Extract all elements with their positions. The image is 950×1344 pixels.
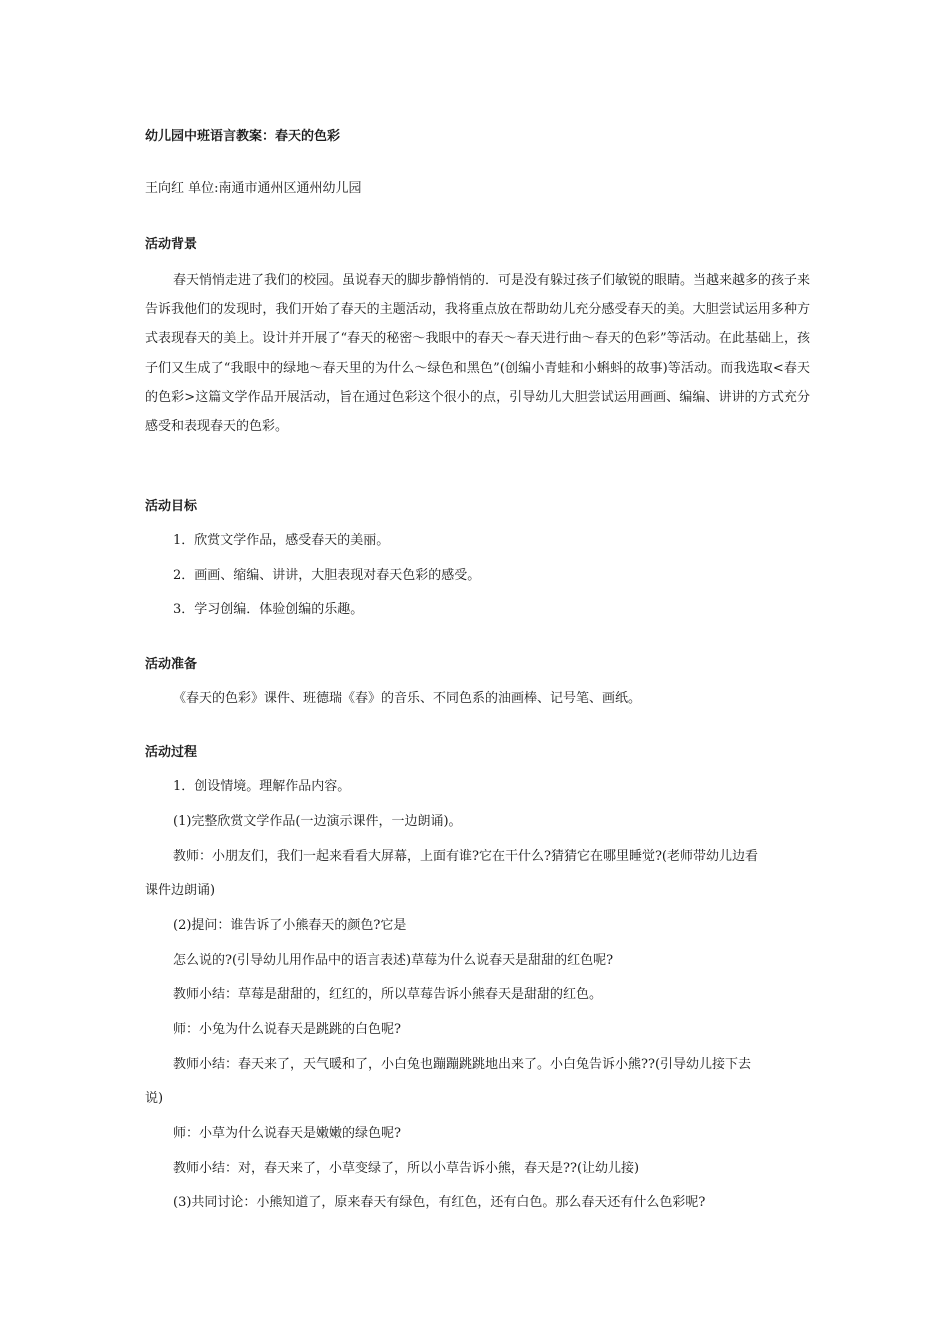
goal-item: 3．学习创编．体验创编的乐趣。 <box>173 602 364 617</box>
process-line: 说) <box>145 1091 164 1106</box>
process-line: 教师：小朋友们，我们一起来看看大屏幕，上面有谁?它在干什么?猜猜它在哪里睡觉?(老师带幼儿边看 <box>173 849 758 864</box>
process-line: 教师小结：春天来了，天气暖和了，小白兔也蹦蹦跳跳地出来了。小白兔告诉小熊??(引导幼儿接下去 <box>173 1057 752 1072</box>
background-heading: 活动背景 <box>145 237 198 252</box>
process-line: 课件边朗诵) <box>145 883 216 898</box>
author-line: 王向红 单位:南通市通州区通州幼儿园 <box>145 181 362 196</box>
background-paragraph: 春天悄悄走进了我们的校园。虽说春天的脚步静悄悄的．可是没有躲过孩子们敏锐的眼睛。当越来越多的孩子来告诉我他们的发现时，我们开始了春天的主题活动，我将重点放在帮助幼儿充分感受春天的美。大胆尝试运用多种方式表现春天的美上。设计并开展了“春天的秘密～我眼中的春天～春天进行曲～春天的色彩”等活动。在此基础上，孩子们又生成了“我眼中的绿地～春天里的为什么～绿色和黑色”(创编小青蛙和小蝌蚪的故事)等活动。而我选取<春天的色彩>这篇文学作品开展活动，旨在通过色彩这个很小的点，引导幼儿大胆尝试运用画画、编编、讲讲的方式充分感受和表现春天的色彩。 <box>145 273 811 435</box>
process-line: (1)完整欣赏文学作品(一边演示课件，一边朗诵)。 <box>173 814 462 829</box>
process-line: 1．创设情境。理解作品内容。 <box>173 779 351 794</box>
goals-heading: 活动目标 <box>145 499 198 514</box>
process-heading: 活动过程 <box>145 745 198 760</box>
process-line: 教师小结：对，春天来了，小草变绿了，所以小草告诉小熊，春天是??(让幼儿接) <box>173 1161 640 1176</box>
process-line: 师：小兔为什么说春天是跳跳的白色呢? <box>173 1022 401 1037</box>
goal-item: 2．画画、缩编、讲讲，大胆表现对春天色彩的感受。 <box>173 568 481 583</box>
process-line: 怎么说的?(引导幼儿用作品中的语言表述)草莓为什么说春天是甜甜的红色呢? <box>173 953 614 968</box>
preparation-text: 《春天的色彩》课件、班德瑞《春》的音乐、不同色系的油画棒、记号笔、画纸。 <box>173 691 642 706</box>
document-title: 幼儿园中班语言教案：春天的色彩 <box>145 129 341 144</box>
process-line: 师：小草为什么说春天是嫩嫩的绿色呢? <box>173 1126 401 1141</box>
process-line: (2)提问：谁告诉了小熊春天的颜色?它是 <box>173 918 407 933</box>
preparation-heading: 活动准备 <box>145 657 198 672</box>
process-line: 教师小结：草莓是甜甜的，红红的，所以草莓告诉小熊春天是甜甜的红色。 <box>173 987 603 1002</box>
process-line: (3)共同讨论：小熊知道了，原来春天有绿色，有红色，还有白色。那么春天还有什么色彩呢? <box>173 1195 706 1210</box>
goal-item: 1．欣赏文学作品，感受春天的美丽。 <box>173 533 390 548</box>
